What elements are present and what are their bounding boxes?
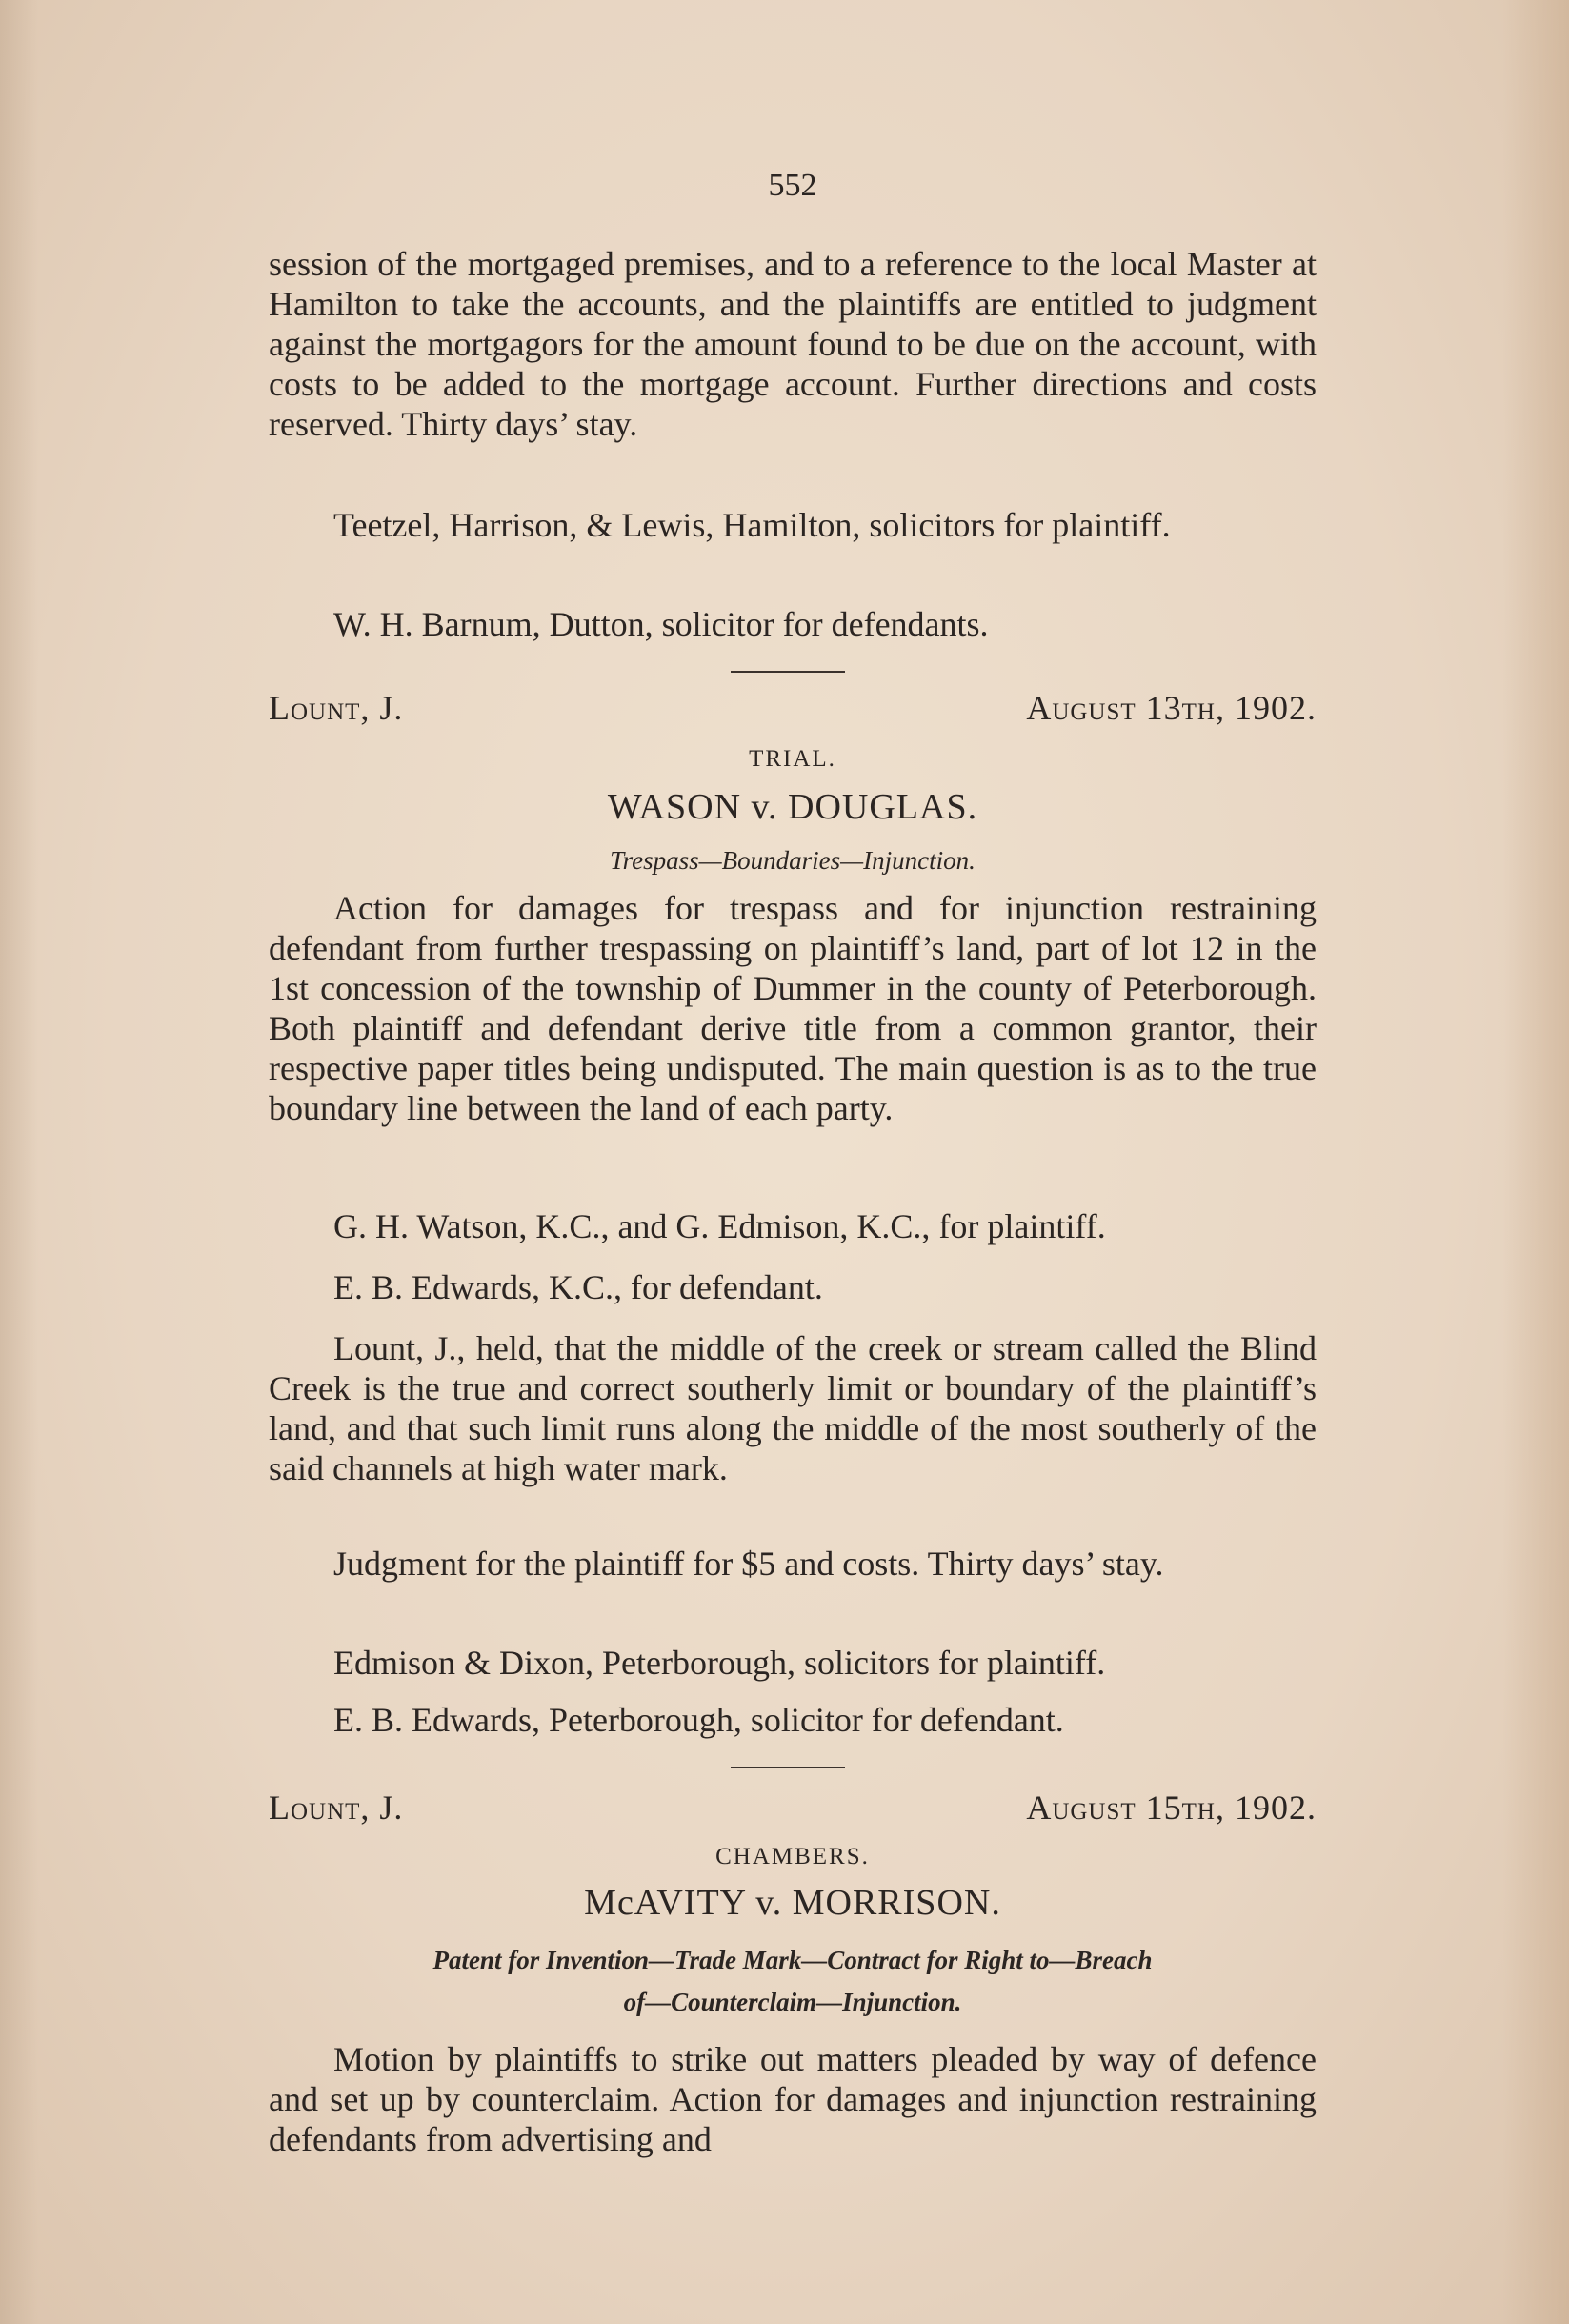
page-edge-right — [1502, 0, 1569, 2324]
case1-body: Action for damages for trespass and for injunction restraining defendant from further trespassing on plaintiff’s land, part of lot 12 in the 1st concession of the township of Dummer in the county of Peterborough. Both plaintiff and defendant derive title from a common grantor, their respective paper titles being undisputed. The main question is as to the true boundary line between the land of each party. — [269, 889, 1317, 1127]
case2-body: Motion by plaintiffs to strike out matters pleaded by way of defence and set up by counterclaim. Action for damages and injunction restraining defendants from advertising and — [269, 2040, 1317, 2158]
solicitors-defendants-previous-case: W. H. Barnum, Dutton, solicitor for defendants. — [333, 605, 989, 643]
case1-counsel-plaintiff: G. H. Watson, K.C., and G. Edmison, K.C., for plaintiff. — [333, 1207, 1106, 1245]
case1-header — [269, 688, 1317, 730]
case1-holding: Lount, J., held, that the middle of the creek or stream called the Blind Creek is the true and correct southerly limit or boundary of the plaintiff’s land, and that such limit runs along the middle of the most southerly of the said channels at high water mark. — [269, 1329, 1317, 1487]
case2-label: CHAMBERS. — [715, 1844, 870, 1869]
case1-solicitors-plaintiff: Edmison & Dixon, Peterborough, solicitors for plaintiff. — [333, 1644, 1106, 1682]
case2-subtitle-line1: Patent for Invention—Trade Mark—Contract for Right to—Breach — [432, 1946, 1153, 1974]
case1-judgment: Judgment for the plaintiff for $5 and costs. Thirty days’ stay. — [333, 1545, 1164, 1583]
page-edge-left — [0, 0, 38, 2324]
case1-date: August 13th, 1902. — [1026, 689, 1317, 727]
case2-header — [269, 1788, 1317, 1829]
case1-counsel-defendant: E. B. Edwards, K.C., for defendant. — [333, 1268, 823, 1306]
document-page — [269, 0, 1317, 2324]
case1-subtitle: Trespass—Boundaries—Injunction. — [610, 846, 976, 875]
section-divider — [731, 671, 845, 673]
case2-judge: Lount, J. — [269, 1788, 404, 1827]
case2-subtitle-line2: of—Counterclaim—Injunction. — [623, 1988, 962, 2016]
case1-judge: Lount, J. — [269, 689, 404, 727]
top-paragraph: session of the mortgaged premises, and to a reference to the local Master at Hamilton to take the accounts, and the plaintiffs are entitled to judgment against the mortgagors for the amount found to be due on the account, with costs to be added to the mortgage account. Further directions and costs reserved. Thirty days’ stay. — [269, 245, 1317, 443]
case2-title: McAVITY v. MORRISON. — [584, 1883, 1001, 1923]
case1-title: WASON v. DOUGLAS. — [607, 787, 978, 827]
page-number: 552 — [768, 168, 817, 203]
case2-date: August 15th, 1902. — [1026, 1788, 1317, 1827]
section-divider — [731, 1767, 845, 1768]
case1-label: TRIAL. — [749, 746, 836, 772]
case1-solicitors-defendant: E. B. Edwards, Peterborough, solicitor for defendant. — [333, 1701, 1064, 1739]
solicitors-plaintiff-previous-case: Teetzel, Harrison, & Lewis, Hamilton, solicitors for plaintiff. — [333, 506, 1171, 544]
